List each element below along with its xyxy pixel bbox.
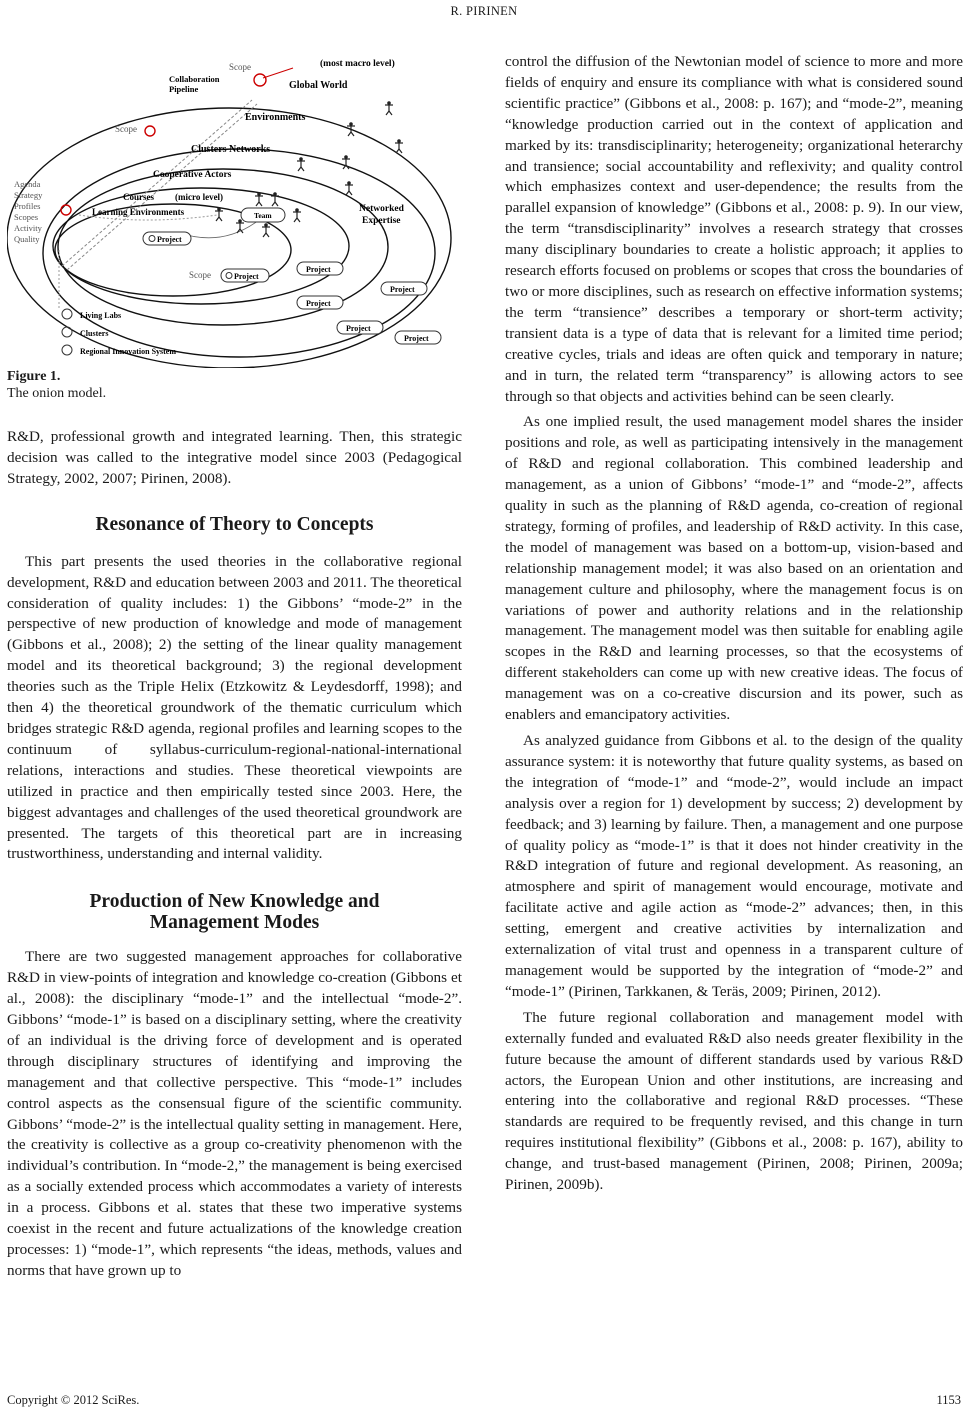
- legend-living-labs: Living Labs: [80, 311, 122, 320]
- onion-diagram: [7, 50, 462, 368]
- node-mid: [145, 126, 155, 136]
- team-label: Team: [254, 211, 272, 220]
- project-node: [337, 321, 383, 334]
- global-world-label: Global World: [289, 80, 348, 91]
- svg-text:Project: Project: [306, 299, 331, 308]
- paragraph: control the diffusion of the Newtonian model of science to more and more fields of enquiry and ensure its compliance with what is considered sound scientific practice” (Gibbons et al., 2008: p. 167); and “mode-2”, meaning “knowledge production carried out in the context of application and marked by its: transdisciplinarity; heterogeneity; organizational heterarchy and transience; social accountability and reflexivity; and quality control which emphasizes context and user-dependence; the results from the parallel expansion of knowledge” (Gibbons et al., 2008: p. 9). In our view, the term “transdisciplinarity” involves a research strategy that crosses many disciplinary boundaries to create a holistic approach; it applies to research efforts focused on problems or scopes that cross the boundaries of two or more disciplines, such as research on effective information systems; the term “transience” describes a temporary or short-term activity; transient data is a type of data that is relevant for a limited time period; creative cycles, trials and ideas are often quick and temporary in nature; and in turn, the related term “transparency” is allowing actors to see through so that objects and activities behind can be seen clearly.: [505, 53, 963, 405]
- left-list-item: Quality: [14, 234, 40, 244]
- figure-caption-text: The onion model.: [7, 386, 107, 401]
- scope-label-low: Scope: [189, 270, 211, 280]
- scope-label-mid: Scope: [115, 124, 137, 134]
- scope-label-top: Scope: [229, 62, 251, 72]
- project-node: [143, 232, 191, 245]
- section-heading: [7, 891, 462, 933]
- figure-number: Figure 1.: [7, 369, 61, 384]
- micro-level-label: (micro level): [175, 192, 224, 202]
- learning-env-label: Learning Environments: [92, 207, 185, 217]
- project-node: [297, 262, 343, 275]
- paragraph: This part presents the used theories in the collaborative regional development, R&D and education between 2003 and 2011. The theoretical consideration of quality includes: 1) the Gibbons’ “mode-2” in the perspective of new production of knowledge and mode of management (Gibbons et al., 2008); 2) the setting of the linear quality management model and its theoretical background; 3) the regional development theories such as the Triple Helix (Etzkowitz & Leydesdorff, 1998); and then 4) the theoretical groundwork of the thematic curriculum which bridges strategic R&D agenda, regional profiles and learning scopes to the continuum of syllabus-curriculum-regional-national-international relations, interactions and studies. These theoretical viewpoints are utilized in practice and then empirically tested since 2003. Here, the biggest advantages and challenges of the used theoretical groundwork are presented. The targets of this theoretical part are in increasing trustworthiness, understanding and internal validity.: [7, 552, 462, 863]
- project-node: [297, 296, 343, 309]
- most-macro-label: (most macro level): [320, 59, 395, 69]
- figure-caption: [7, 368, 462, 402]
- left-column: [7, 50, 462, 1282]
- cooperative-actors-label: Cooperative Actors: [153, 170, 232, 180]
- svg-text:Project: Project: [234, 272, 259, 281]
- paragraph: There are two suggested management approaches for collaborative R&D in view-points of integration and knowledge co-creation (Gibbons et al., 2008): the disciplinary “mode-1” and the intellectual “mode-2”. Gibbons’ “mode-1” is based on a disciplinary setting, where the creativity of an individual is the driving force of development and is operated through disciplinary structures of identifying and improving the management and that collective perspective. This “mode-1” includes control aspects as the consensual figure of the scientific community. Gibbons’ “mode-2” is the intellectual quality setting in management. Here, the creativity is collective as a group co-creativity phenomenon with the individual’s contribution. In “mode-2,” the management is being exercised as a socially extended process which accommodates a variety of interests in a process. Gibbons et al. states that these two imperative systems coexist in the recent and future actualizations of the knowledge creation processes: 1) “mode-1”, which represents “the ideas, methods, values and norms that have grown up to: [7, 948, 462, 1279]
- svg-text:Project: Project: [404, 334, 429, 343]
- paragraph: R&D, professional growth and integrated learning. Then, this strategic decision was called to the integrative model since 2003 (Pedagogical Strategy, 2002, 2007; Pirinen, 2008).: [7, 428, 462, 487]
- section-heading: Resonance of Theory to Concepts: [95, 513, 374, 535]
- networked-label-2: Expertise: [362, 216, 401, 226]
- left-list-item: Scopes: [14, 212, 39, 222]
- paragraph: As analyzed guidance from Gibbons et al. to the design of the quality assurance system: it is noteworthy that future quality systems, as based on the integration of “mode-1” and “mode-2”, would include an impact analysis over a region for 1) development by success; 2) development by feedback; and 3) learning by failure. Then, a management and one purpose of quality policy as “mode-1” is that it does not hinder creativity in the R&D integration of future and regional development. As reasoning, an atmosphere and spirit of management would encourage, motivate and facilitate active and agile action as “mode-2” advances; then, in this setting, emergent and creative activities by internalization and externalization of vital trust and openness in a transparent culture of management would be supported by the integration of “mode-2” and “mode-1” (Pirinen, Tarkkanen, & Teräs, 2009; Pirinen, 2012).: [505, 732, 963, 1000]
- svg-text:Project: Project: [157, 235, 182, 244]
- paragraph: The future regional collaboration and management model with externally funded and evaluated R&D also needs greater flexibility in the future because the amount of different standards used by various R&D actors, the European Union and other institutions, are increasing and entering into the collaborative and regional R&D processes. “These standards are required to be frequently revised, and this change in turn requires institutional flexibility” (Gibbons et al., 2008: p. 167), ability to change, and trust-based management (Pirinen, 2008; Pirinen, 2009a; Pirinen, 2009b).: [505, 1008, 963, 1194]
- left-list-item: Activity: [14, 223, 42, 233]
- node-left: [61, 205, 71, 215]
- collab-label-2: Pipeline: [169, 84, 199, 94]
- left-list-item: Strategy: [14, 190, 43, 200]
- right-column: [505, 52, 963, 1196]
- project-node: [221, 269, 269, 282]
- courses-label: Courses: [123, 192, 154, 202]
- copyright: Copyright © 2012 SciRes.: [7, 1393, 140, 1407]
- svg-text:Project: Project: [306, 265, 331, 274]
- legend-regional-innovation: Regional Innovation System: [80, 347, 177, 356]
- networked-label-1: Networked: [359, 204, 404, 214]
- page-number: 1153: [936, 1393, 961, 1407]
- svg-text:Project: Project: [346, 324, 371, 333]
- collab-label-1: Collaboration: [169, 74, 220, 84]
- node-top: [254, 74, 266, 86]
- project-node: [395, 331, 441, 344]
- svg-text:Project: Project: [390, 285, 415, 294]
- left-list-item: Agenda: [14, 179, 41, 189]
- paragraph: As one implied result, the used management model shares the insider positions and role, as well as participating intensively in the management of R&D and regional collaboration. This combined leadership and management, as a union of Gibbons’ “mode-1” and “mode-2”, affects quality in such as the planning of R&D agenda, co-creation of regional strategy, forming of profiles, and leadership of R&D activity. In this case, the model of management was based on a bottom-up, vision-based and relationship management model; it was also based on an orientation and management culture and philosophy, where the management focus is on variations of power and authority relations and in the relationship management. The management model was then suitable for enabling agile scopes in the R&D and learning processes, so that the ecosystems of different stakeholders can come up with new creative ideas. The focus of management was on a co-creative discursion and its power, such as enablers and emancipatory activities.: [505, 413, 963, 724]
- legend-clusters: Clusters: [80, 329, 109, 338]
- section-heading-line: Management Modes: [149, 912, 320, 934]
- running-head: R. PIRINEN: [450, 4, 518, 18]
- left-list-item: Profiles: [14, 201, 41, 211]
- section-heading-line: Production of New Knowledge and: [89, 891, 380, 913]
- environments-label: Environments: [245, 112, 306, 123]
- clusters-networks-label: Clusters Networks: [191, 144, 271, 155]
- project-node: [381, 282, 427, 295]
- onion-model-figure: [7, 50, 462, 368]
